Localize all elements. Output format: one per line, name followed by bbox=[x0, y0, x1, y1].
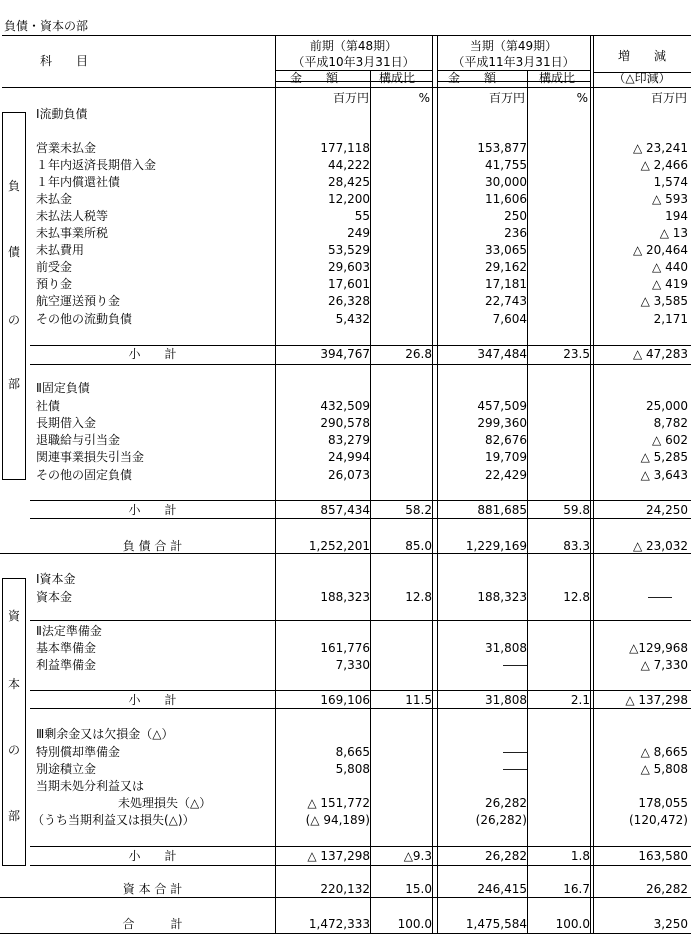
row-label: １年内返済長期借入金 bbox=[36, 158, 157, 172]
surplus-subtotal-prev: △ 137,298 bbox=[307, 849, 370, 863]
column-curr-ratio bbox=[527, 70, 528, 934]
table-top-border bbox=[2, 35, 691, 36]
liabilities-side-char: 負 bbox=[8, 179, 21, 193]
row-label: 未払金 bbox=[36, 192, 73, 206]
current-liabilities-heading: Ⅰ流動負債 bbox=[36, 107, 88, 121]
change-amount: △ 5,808 bbox=[640, 762, 688, 776]
current-subtotal-label: 小 計 bbox=[128, 347, 177, 361]
capital-side-char: 資 bbox=[8, 609, 21, 623]
unit-label: 百万円 bbox=[332, 91, 369, 105]
curr-ratio-header: 構成比 bbox=[539, 71, 576, 85]
change-header: 増 減 bbox=[617, 49, 666, 63]
fixed-subtotal-change: 24,250 bbox=[646, 503, 688, 517]
curr-amount: 82,676 bbox=[485, 433, 527, 447]
curr-amount: 11,606 bbox=[485, 192, 527, 206]
curr-amount-header: 金 額 bbox=[448, 71, 497, 85]
reserve-subtotal-prev-ratio: 11.5 bbox=[405, 693, 432, 707]
prev-amount: 12,200 bbox=[328, 192, 370, 206]
prev-amount: 29,603 bbox=[328, 260, 370, 274]
row-label: １年内償還社債 bbox=[36, 175, 121, 189]
liabilities-side-char: の bbox=[8, 313, 21, 327]
fixed-subtotal-prev-ratio: 58.2 bbox=[405, 503, 432, 517]
current-subtotal-bottom-line bbox=[30, 364, 691, 365]
prev-ratio: 12.8 bbox=[405, 590, 432, 604]
change-amount: ―― bbox=[648, 590, 672, 604]
surplus-subtotal-prev-ratio: △9.3 bbox=[403, 849, 432, 863]
row-label: 資本金 bbox=[36, 590, 73, 604]
curr-amount: 26,282 bbox=[485, 796, 527, 810]
grand-total-prev: 1,472,333 bbox=[308, 917, 370, 931]
liabilities-side-char: 債 bbox=[8, 245, 21, 259]
capital-total-label: 資 本 合 計 bbox=[122, 882, 183, 896]
prev-amount: 188,323 bbox=[320, 590, 370, 604]
column-prev-left bbox=[275, 35, 276, 934]
change-amount: △ 602 bbox=[652, 433, 688, 447]
surplus-subtotal-change: 163,580 bbox=[638, 849, 688, 863]
prev-period-header: 前期（第48期） bbox=[309, 39, 398, 53]
curr-amount: 250 bbox=[504, 209, 527, 223]
change-amount: △ 8,665 bbox=[640, 745, 688, 759]
row-label: 社債 bbox=[36, 399, 61, 413]
reserve-subtotal-top-line bbox=[30, 690, 691, 691]
prev-amount: (△ 94,189) bbox=[305, 813, 370, 827]
row-label: 特別償却準備金 bbox=[36, 745, 121, 759]
surplus-heading: Ⅲ剰余金又は欠損金（△） bbox=[36, 727, 174, 741]
change-amount: △ 7,330 bbox=[640, 658, 688, 672]
row-label: 営業未払金 bbox=[36, 141, 97, 155]
prev-amount: 17,601 bbox=[328, 277, 370, 291]
capital-total-prev-ratio: 15.0 bbox=[405, 882, 432, 896]
prev-amount: △ 151,772 bbox=[307, 796, 370, 810]
change-amount: △ 23,241 bbox=[632, 141, 688, 155]
change-amount: △ 5,285 bbox=[640, 450, 688, 464]
row-label: 前受金 bbox=[36, 260, 73, 274]
prev-amount: 26,328 bbox=[328, 294, 370, 308]
reserve-subtotal-curr: 31,808 bbox=[485, 693, 527, 707]
liabilities-side-char: 部 bbox=[8, 377, 21, 391]
curr-amount: 22,429 bbox=[485, 468, 527, 482]
change-amount: △129,968 bbox=[629, 641, 688, 655]
column-curr-left bbox=[437, 35, 438, 934]
reserve-subtotal-curr-ratio: 2.1 bbox=[570, 693, 590, 707]
liabilities-total-label: 負 債 合 計 bbox=[122, 539, 183, 553]
curr-amount: 299,360 bbox=[477, 416, 527, 430]
unit-label: % bbox=[418, 91, 430, 105]
column-prev-right bbox=[432, 35, 433, 934]
capital-side-char: 部 bbox=[8, 809, 21, 823]
row-label: 関連事業損失引当金 bbox=[36, 450, 145, 464]
prev-amount: 26,073 bbox=[328, 468, 370, 482]
change-amount: △ 20,464 bbox=[632, 243, 688, 257]
surplus-subtotal-label: 小 計 bbox=[128, 849, 177, 863]
change-amount: 25,000 bbox=[646, 399, 688, 413]
curr-period-header: 当期（第49期） bbox=[469, 39, 558, 53]
column-curr-right bbox=[590, 35, 591, 934]
liabilities-total-prev-ratio: 85.0 bbox=[405, 539, 432, 553]
curr-amount: 17,181 bbox=[485, 277, 527, 291]
prev-amount: 83,279 bbox=[328, 433, 370, 447]
current-subtotal-curr: 347,484 bbox=[477, 347, 527, 361]
prev-amount: 290,578 bbox=[320, 416, 370, 430]
prev-amount: 55 bbox=[354, 209, 370, 223]
change-amount: △ 2,466 bbox=[640, 158, 688, 172]
liabilities-total-curr: 1,229,169 bbox=[465, 539, 527, 553]
curr-amount: 153,877 bbox=[477, 141, 527, 155]
prev-date-header: （平成10年3月31日） bbox=[292, 55, 415, 69]
prev-amount: 8,665 bbox=[335, 745, 370, 759]
prev-amount: 432,509 bbox=[320, 399, 370, 413]
fixed-liabilities-heading: Ⅱ固定負債 bbox=[36, 381, 90, 395]
curr-amount: 188,323 bbox=[477, 590, 527, 604]
row-label: 長期借入金 bbox=[36, 416, 97, 430]
curr-amount: 22,743 bbox=[485, 294, 527, 308]
liabilities-total-line bbox=[0, 553, 691, 554]
unit-label: % bbox=[576, 91, 588, 105]
net-income-label: （うち当期利益又は損失(△)） bbox=[32, 813, 195, 827]
curr-amount: 7,604 bbox=[492, 312, 527, 326]
prev-amount: 7,330 bbox=[335, 658, 370, 672]
prev-amount: 44,222 bbox=[328, 158, 370, 172]
fixed-subtotal-bottom-line bbox=[30, 518, 691, 519]
current-subtotal-top-line bbox=[30, 345, 691, 346]
row-label: 航空運送預り金 bbox=[36, 294, 121, 308]
unappropriated-label: 未処理損失（△） bbox=[118, 796, 212, 810]
capital-stock-heading: Ⅰ資本金 bbox=[36, 572, 76, 586]
column-prev-ratio bbox=[370, 70, 371, 934]
capital-total-curr: 246,415 bbox=[477, 882, 527, 896]
surplus-subtotal-curr: 26,282 bbox=[485, 849, 527, 863]
current-subtotal-change: △ 47,283 bbox=[632, 347, 688, 361]
row-label: 未払法人税等 bbox=[36, 209, 109, 223]
curr-amount: 31,808 bbox=[485, 641, 527, 655]
change-amount: △ 419 bbox=[652, 277, 688, 291]
current-subtotal-curr-ratio: 23.5 bbox=[563, 347, 590, 361]
change-amount: △ 593 bbox=[652, 192, 688, 206]
change-amount: △ 440 bbox=[652, 260, 688, 274]
capital-stock-line bbox=[30, 620, 691, 621]
curr-amount: 29,162 bbox=[485, 260, 527, 274]
reserve-subtotal-prev: 169,106 bbox=[320, 693, 370, 707]
column-diff-left bbox=[593, 35, 594, 934]
grand-total-label: 合 計 bbox=[122, 917, 183, 931]
row-label: 未払費用 bbox=[36, 243, 85, 257]
curr-amount: (26,282) bbox=[475, 813, 527, 827]
prev-amount: 53,529 bbox=[328, 243, 370, 257]
row-label: 基本準備金 bbox=[36, 641, 97, 655]
grand-total-curr-ratio: 100.0 bbox=[555, 917, 590, 931]
change-amount: △ 13 bbox=[659, 226, 688, 240]
liabilities-total-prev: 1,252,201 bbox=[308, 539, 370, 553]
unit-label: 百万円 bbox=[650, 91, 687, 105]
row-label: その他の固定負債 bbox=[36, 468, 133, 482]
capital-total-line bbox=[0, 897, 691, 898]
legal-reserve-heading: Ⅱ法定準備金 bbox=[36, 624, 102, 638]
change-amount: 194 bbox=[665, 209, 688, 223]
change-amount: △ 3,643 bbox=[640, 468, 688, 482]
curr-amount: ―― bbox=[503, 745, 527, 759]
current-subtotal-prev: 394,767 bbox=[320, 347, 370, 361]
change-sub-header: （△印減） bbox=[613, 71, 671, 85]
curr-amount: 236 bbox=[504, 226, 527, 240]
reserve-subtotal-change: △ 137,298 bbox=[625, 693, 688, 707]
prev-ratio-header: 構成比 bbox=[379, 71, 416, 85]
current-subtotal-prev-ratio: 26.8 bbox=[405, 347, 432, 361]
prev-amount: 5,432 bbox=[335, 312, 370, 326]
section-caption: 負債・資本の部 bbox=[4, 19, 89, 33]
change-amount: 178,055 bbox=[638, 796, 688, 810]
capital-side-char: 本 bbox=[8, 677, 21, 691]
curr-amount: 457,509 bbox=[477, 399, 527, 413]
row-label: その他の流動負債 bbox=[36, 312, 133, 326]
curr-amount: 41,755 bbox=[485, 158, 527, 172]
reserve-subtotal-bottom-line bbox=[30, 708, 691, 709]
curr-ratio: 12.8 bbox=[563, 590, 590, 604]
prev-amount: 161,776 bbox=[320, 641, 370, 655]
change-amount: △ 3,585 bbox=[640, 294, 688, 308]
curr-date-header: （平成11年3月31日） bbox=[452, 55, 575, 69]
change-amount: 8,782 bbox=[653, 416, 688, 430]
surplus-subtotal-curr-ratio: 1.8 bbox=[570, 849, 590, 863]
change-amount: 2,171 bbox=[653, 312, 688, 326]
subject-header: 科 目 bbox=[40, 54, 89, 68]
prev-amount: 28,425 bbox=[328, 175, 370, 189]
unit-label: 百万円 bbox=[488, 91, 525, 105]
capital-total-change: 26,282 bbox=[646, 882, 688, 896]
fixed-subtotal-label: 小 計 bbox=[128, 503, 177, 517]
grand-total-curr: 1,475,584 bbox=[465, 917, 527, 931]
curr-amount: 19,709 bbox=[485, 450, 527, 464]
liabilities-total-curr-ratio: 83.3 bbox=[563, 539, 590, 553]
unappropriated-label: 当期未処分利益又は bbox=[36, 779, 145, 793]
surplus-subtotal-top-line bbox=[30, 846, 691, 847]
fixed-subtotal-curr: 881,685 bbox=[477, 503, 527, 517]
change-amount: 1,574 bbox=[653, 175, 688, 189]
liabilities-side-box bbox=[2, 112, 26, 480]
curr-amount: ―― bbox=[503, 658, 527, 672]
curr-amount: 30,000 bbox=[485, 175, 527, 189]
prev-amount: 177,118 bbox=[320, 141, 370, 155]
header-bottom-border bbox=[2, 87, 691, 88]
row-label: 預り金 bbox=[36, 277, 73, 291]
curr-amount: 33,065 bbox=[485, 243, 527, 257]
prev-amount: 5,808 bbox=[335, 762, 370, 776]
row-label: 未払事業所税 bbox=[36, 226, 109, 240]
grand-total-prev-ratio: 100.0 bbox=[397, 917, 432, 931]
curr-amount: ―― bbox=[503, 762, 527, 776]
capital-total-curr-ratio: 16.7 bbox=[563, 882, 590, 896]
row-label: 別途積立金 bbox=[36, 762, 97, 776]
grand-total-change: 3,250 bbox=[653, 917, 688, 931]
prev-amount: 24,994 bbox=[328, 450, 370, 464]
change-amount: (120,472) bbox=[629, 813, 688, 827]
fixed-subtotal-prev: 857,434 bbox=[320, 503, 370, 517]
capital-side-char: の bbox=[8, 743, 21, 757]
reserve-subtotal-label: 小 計 bbox=[128, 693, 177, 707]
row-label: 退職給与引当金 bbox=[36, 433, 121, 447]
prev-amount: 249 bbox=[347, 226, 370, 240]
row-label: 利益準備金 bbox=[36, 658, 97, 672]
liabilities-total-change: △ 23,032 bbox=[632, 539, 688, 553]
surplus-subtotal-bottom-line bbox=[30, 865, 691, 866]
prev-amount-header: 金 額 bbox=[290, 71, 339, 85]
capital-total-prev: 220,132 bbox=[320, 882, 370, 896]
fixed-subtotal-curr-ratio: 59.8 bbox=[563, 503, 590, 517]
fixed-subtotal-top-line bbox=[30, 500, 691, 501]
